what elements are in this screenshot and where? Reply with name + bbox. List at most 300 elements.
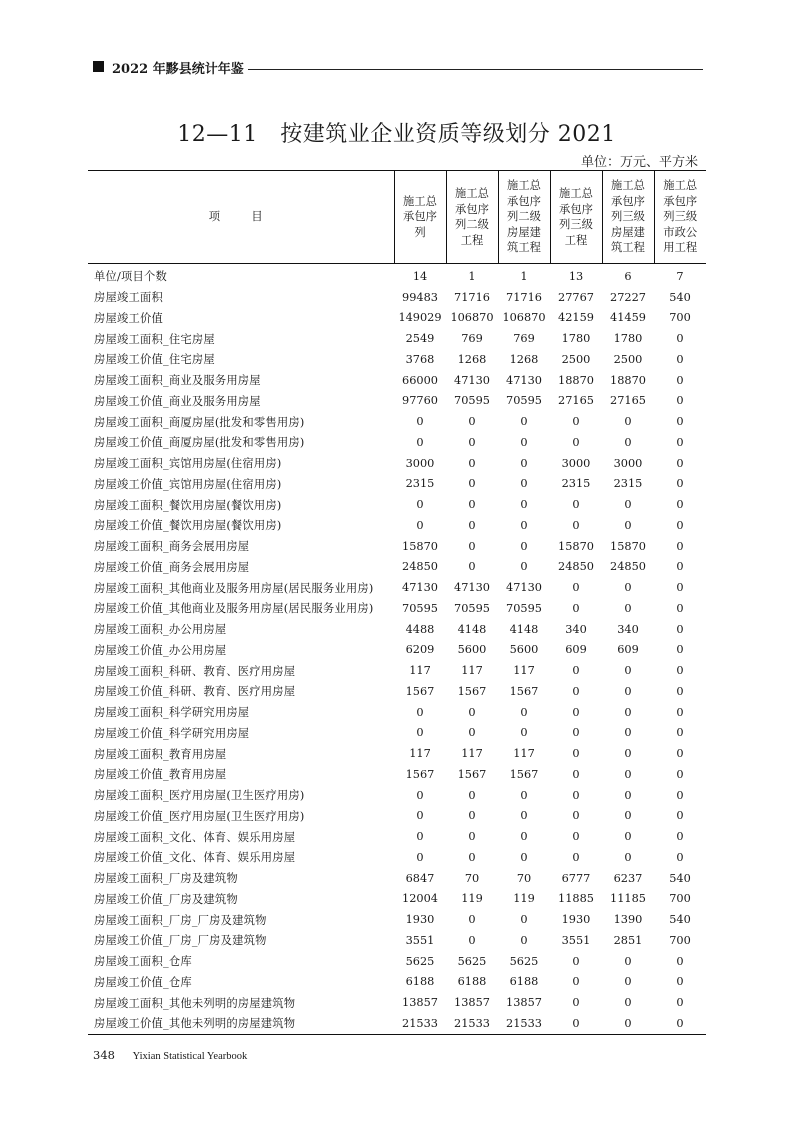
- row-label: 房屋竣工价值_文化、体育、娱乐用房屋: [94, 851, 296, 865]
- table-row: [88, 536, 706, 557]
- table-cell: 0: [520, 913, 528, 927]
- table-cell: 4148: [457, 622, 487, 636]
- table-cell: 70595: [454, 394, 490, 408]
- table-cell: 3000: [613, 456, 643, 470]
- column-header: [394, 171, 446, 264]
- table-cell: 1: [468, 269, 476, 283]
- table-row: [88, 743, 706, 764]
- row-label: 房屋竣工面积_商厦房屋(批发和零售用房): [94, 415, 305, 429]
- table-cell: 149029: [398, 311, 442, 325]
- table-cell: 0: [676, 332, 684, 346]
- table-cell: 0: [676, 664, 684, 678]
- table-cell: 27165: [558, 394, 594, 408]
- table-cell: 71716: [454, 290, 490, 304]
- table-cell: 119: [461, 892, 483, 906]
- row-label: 房屋竣工价值_厂房_厂房及建筑物: [94, 934, 267, 948]
- table-cell: 0: [572, 726, 580, 740]
- table-cell: 0: [572, 1016, 580, 1030]
- table-cell: 0: [624, 954, 632, 968]
- table-cell: 0: [468, 809, 476, 823]
- footer-text: Yixian Statistical Yearbook: [132, 1051, 248, 1062]
- table-cell: 1390: [613, 913, 643, 927]
- table-cell: 27165: [610, 394, 646, 408]
- table-cell: 0: [676, 767, 684, 781]
- row-label: 房屋竣工价值_科研、教育、医疗用房屋: [94, 685, 296, 699]
- table-cell: 0: [572, 581, 580, 595]
- table-row: [88, 992, 706, 1013]
- table-body: [88, 264, 706, 1035]
- table-cell: 13857: [506, 996, 542, 1010]
- row-label: 房屋竣工价值_仓库: [94, 975, 192, 989]
- table-cell: 0: [624, 498, 632, 512]
- table-cell: 0: [676, 581, 684, 595]
- table-cell: 0: [520, 809, 528, 823]
- table-cell: 70: [516, 871, 532, 885]
- table-cell: 0: [676, 622, 684, 636]
- table-cell: 0: [676, 684, 684, 698]
- table-cell: 540: [669, 871, 691, 885]
- table-cell: 21533: [506, 1016, 542, 1030]
- table-cell: 117: [409, 664, 431, 678]
- row-label: 房屋竣工价值_科学研究用房屋: [94, 726, 250, 740]
- table-cell: 70595: [402, 601, 438, 615]
- table-cell: 1567: [457, 767, 487, 781]
- table-cell: 609: [617, 643, 639, 657]
- table-cell: 0: [624, 684, 632, 698]
- table-cell: 0: [676, 352, 684, 366]
- column-header: [550, 171, 602, 264]
- table-cell: 117: [461, 747, 483, 761]
- table-cell: 0: [520, 456, 528, 470]
- running-header: [93, 58, 703, 76]
- table-cell: 24850: [610, 560, 646, 574]
- table-cell: 1567: [405, 767, 435, 781]
- table-cell: 3000: [561, 456, 591, 470]
- table-cell: 13: [568, 269, 584, 283]
- statistics-table: [88, 170, 706, 1035]
- table-cell: 5625: [457, 954, 487, 968]
- table-cell: 700: [669, 892, 691, 906]
- column-header: [446, 171, 498, 264]
- row-label: 房屋竣工价值_住宅房屋: [94, 353, 215, 367]
- column-header-text: 施工总承包序列二级工程: [455, 187, 489, 247]
- table-cell: 0: [416, 788, 424, 802]
- table-cell: 0: [676, 954, 684, 968]
- table-cell: 21533: [402, 1016, 438, 1030]
- page-number: 348: [93, 1048, 115, 1062]
- table-cell: 0: [520, 830, 528, 844]
- table-cell: 0: [520, 705, 528, 719]
- table-cell: 0: [624, 996, 632, 1010]
- table-cell: 42159: [558, 311, 594, 325]
- table-row: [88, 909, 706, 930]
- table-row: [88, 370, 706, 391]
- table-row: [88, 930, 706, 951]
- table-cell: 119: [513, 892, 535, 906]
- table-cell: 3000: [405, 456, 435, 470]
- table-cell: 0: [468, 415, 476, 429]
- table-cell: 0: [468, 850, 476, 864]
- row-label: 房屋竣工面积_厂房及建筑物: [94, 872, 238, 886]
- table-cell: 0: [572, 664, 580, 678]
- table-row: [88, 640, 706, 661]
- header-square-icon: [93, 61, 104, 72]
- table-row: [88, 474, 706, 495]
- table-cell: 106870: [450, 311, 494, 325]
- table-row: [88, 660, 706, 681]
- table-row: [88, 287, 706, 308]
- table-cell: 0: [572, 705, 580, 719]
- table-cell: 0: [416, 850, 424, 864]
- table-cell: 0: [416, 518, 424, 532]
- row-label: 房屋竣工价值_宾馆用房屋(住宿用房): [94, 477, 282, 491]
- table-cell: 47130: [506, 581, 542, 595]
- table-cell: 0: [468, 477, 476, 491]
- table-cell: 0: [624, 767, 632, 781]
- table-cell: 1780: [561, 332, 591, 346]
- table-row: [88, 619, 706, 640]
- table-cell: 0: [572, 498, 580, 512]
- table-row: [88, 264, 706, 287]
- column-header: [654, 171, 706, 264]
- table-cell: 97760: [402, 394, 438, 408]
- table-header-row: [88, 171, 706, 264]
- table-cell: 0: [520, 850, 528, 864]
- table-cell: 27767: [558, 290, 594, 304]
- table-cell: 0: [572, 788, 580, 802]
- table-cell: 6188: [509, 975, 539, 989]
- table-cell: 769: [513, 332, 535, 346]
- column-header-text: 施工总承包序列三级市政公用工程: [663, 179, 698, 255]
- row-label: 房屋竣工价值_餐饮用房屋(餐饮用房): [94, 519, 282, 533]
- table-cell: 609: [565, 643, 587, 657]
- table-cell: 0: [468, 933, 476, 947]
- table-row: [88, 847, 706, 868]
- table-cell: 0: [468, 726, 476, 740]
- table-cell: 0: [468, 705, 476, 719]
- table-cell: 0: [676, 435, 684, 449]
- table-cell: 5600: [509, 643, 539, 657]
- table-row: [88, 785, 706, 806]
- table-cell: 0: [676, 830, 684, 844]
- table-cell: 0: [572, 830, 580, 844]
- table-cell: 27227: [610, 290, 646, 304]
- table-cell: 0: [624, 850, 632, 864]
- table-cell: 47130: [402, 581, 438, 595]
- row-label: 房屋竣工面积_文化、体育、娱乐用房屋: [94, 830, 296, 844]
- table-cell: 0: [468, 435, 476, 449]
- table-cell: 0: [416, 415, 424, 429]
- table-cell: 0: [572, 975, 580, 989]
- table-cell: 0: [572, 435, 580, 449]
- table-cell: 21533: [454, 1016, 490, 1030]
- table-row: [88, 557, 706, 578]
- row-label: 房屋竣工价值_教育用房屋: [94, 768, 227, 782]
- column-header-item: 项 目: [88, 171, 394, 264]
- table-row: [88, 411, 706, 432]
- table-row: [88, 515, 706, 536]
- table-cell: 5600: [457, 643, 487, 657]
- column-header-text: 施工总承包序列三级工程: [559, 187, 593, 247]
- row-label: 房屋竣工面积_厂房_厂房及建筑物: [94, 913, 267, 927]
- row-label: 房屋竣工价值_医疗用房屋(卫生医疗用房): [94, 809, 305, 823]
- table-row: [88, 702, 706, 723]
- table-cell: 1930: [561, 913, 591, 927]
- table-cell: 0: [676, 456, 684, 470]
- row-label: 房屋竣工价值_商厦房屋(批发和零售用房): [94, 436, 305, 450]
- table-row: [88, 826, 706, 847]
- table-cell: 15870: [402, 539, 438, 553]
- table-cell: 0: [676, 726, 684, 740]
- table-row: [88, 577, 706, 598]
- table-cell: 0: [520, 477, 528, 491]
- table-cell: 5625: [509, 954, 539, 968]
- table-cell: 6847: [405, 871, 435, 885]
- table-cell: 0: [676, 394, 684, 408]
- table-cell: 0: [676, 373, 684, 387]
- row-label: 房屋竣工面积_教育用房屋: [94, 747, 227, 761]
- table-cell: 0: [572, 767, 580, 781]
- table-cell: 0: [468, 560, 476, 574]
- column-header-text: 施工总承包序列: [403, 194, 437, 239]
- table-cell: 540: [669, 913, 691, 927]
- table-row: [88, 681, 706, 702]
- table-cell: 0: [676, 809, 684, 823]
- row-label: 房屋竣工面积_办公用房屋: [94, 623, 227, 637]
- table-cell: 540: [669, 290, 691, 304]
- table-cell: 24850: [402, 560, 438, 574]
- table-cell: 7: [676, 269, 684, 283]
- table-cell: 2500: [561, 352, 591, 366]
- table-cell: 0: [624, 705, 632, 719]
- table-cell: 0: [676, 705, 684, 719]
- table-cell: 6: [624, 269, 632, 283]
- table-cell: 0: [676, 539, 684, 553]
- table-cell: 0: [676, 477, 684, 491]
- table-cell: 0: [572, 601, 580, 615]
- table-cell: 0: [416, 705, 424, 719]
- table-cell: 117: [513, 747, 535, 761]
- table-cell: 1780: [613, 332, 643, 346]
- row-label: 房屋竣工面积_科学研究用房屋: [94, 706, 250, 720]
- table-cell: 0: [572, 684, 580, 698]
- table-cell: 1268: [457, 352, 487, 366]
- table-row: [88, 453, 706, 474]
- table-cell: 66000: [402, 373, 438, 387]
- table-cell: 0: [572, 415, 580, 429]
- table-cell: 0: [676, 975, 684, 989]
- table-cell: 0: [624, 747, 632, 761]
- column-header: [602, 171, 654, 264]
- row-label: 房屋竣工面积_医疗用房屋(卫生医疗用房): [94, 789, 305, 803]
- page-footer: [93, 1048, 247, 1062]
- table-cell: 0: [520, 518, 528, 532]
- table-cell: 18870: [610, 373, 646, 387]
- table-cell: 70595: [506, 394, 542, 408]
- table-cell: 340: [617, 622, 639, 636]
- table-cell: 0: [416, 830, 424, 844]
- table-cell: 0: [572, 996, 580, 1010]
- row-label: 房屋竣工面积_商务会展用房屋: [94, 540, 250, 554]
- table-cell: 0: [520, 560, 528, 574]
- table-cell: 0: [624, 975, 632, 989]
- table-cell: 0: [624, 601, 632, 615]
- table-cell: 12004: [402, 892, 438, 906]
- row-label: 房屋竣工面积_仓库: [94, 955, 192, 969]
- table-cell: 71716: [506, 290, 542, 304]
- row-label: 房屋竣工面积_科研、教育、医疗用房屋: [94, 664, 296, 678]
- table-cell: 0: [624, 830, 632, 844]
- table-cell: 0: [676, 850, 684, 864]
- row-label: 单位/项目个数: [94, 270, 167, 284]
- table-cell: 47130: [454, 373, 490, 387]
- table-row: [88, 951, 706, 972]
- table-row: [88, 494, 706, 515]
- column-header-text: 施工总承包序列三级房屋建筑工程: [611, 179, 645, 255]
- table-cell: 1567: [457, 684, 487, 698]
- table-cell: 70595: [454, 601, 490, 615]
- row-label: 房屋竣工面积_住宅房屋: [94, 332, 215, 346]
- column-header-text: 施工总承包序列二级房屋建筑工程: [507, 179, 541, 255]
- table-cell: 0: [416, 726, 424, 740]
- table-cell: 47130: [454, 581, 490, 595]
- table-cell: 0: [624, 518, 632, 532]
- table-cell: 0: [676, 601, 684, 615]
- table-cell: 5625: [405, 954, 435, 968]
- table-cell: 0: [468, 539, 476, 553]
- table-cell: 2315: [561, 477, 591, 491]
- table-cell: 2549: [405, 332, 435, 346]
- table-cell: 0: [520, 435, 528, 449]
- table-row: [88, 391, 706, 412]
- table-cell: 2315: [613, 477, 643, 491]
- table-cell: 1268: [509, 352, 539, 366]
- table-cell: 0: [520, 498, 528, 512]
- table-row: [88, 868, 706, 889]
- table-cell: 0: [572, 954, 580, 968]
- table-cell: 769: [461, 332, 483, 346]
- table-cell: 0: [520, 415, 528, 429]
- table-cell: 117: [409, 747, 431, 761]
- table-cell: 0: [676, 996, 684, 1010]
- table-cell: 0: [416, 435, 424, 449]
- table-cell: 0: [676, 1016, 684, 1030]
- table-row: [88, 432, 706, 453]
- table-cell: 0: [572, 809, 580, 823]
- table-cell: 0: [468, 788, 476, 802]
- row-label: 房屋竣工面积_宾馆用房屋(住宿用房): [94, 457, 282, 471]
- row-label: 房屋竣工价值_商业及服务用房屋: [94, 394, 261, 408]
- table-cell: 13857: [454, 996, 490, 1010]
- row-label: 房屋竣工面积_其他未列明的房屋建筑物: [94, 996, 296, 1010]
- table-cell: 0: [624, 581, 632, 595]
- table-cell: 0: [624, 664, 632, 678]
- table-cell: 0: [468, 830, 476, 844]
- row-label: 房屋竣工面积: [94, 291, 163, 305]
- header-rule: [248, 69, 703, 70]
- table-cell: 0: [676, 788, 684, 802]
- table-cell: 0: [676, 643, 684, 657]
- table-cell: 15870: [610, 539, 646, 553]
- table-cell: 41459: [610, 311, 646, 325]
- row-label: 房屋竣工价值_办公用房屋: [94, 643, 227, 657]
- table-cell: 0: [676, 498, 684, 512]
- table-cell: 2851: [613, 933, 643, 947]
- table-cell: 1567: [509, 684, 539, 698]
- table-row: [88, 1013, 706, 1034]
- column-header: [498, 171, 550, 264]
- table-cell: 0: [520, 933, 528, 947]
- table-cell: 0: [624, 726, 632, 740]
- table-row: [88, 328, 706, 349]
- table-title: 12—11 按建筑业企业资质等级划分 2021: [177, 122, 616, 147]
- table-cell: 700: [669, 933, 691, 947]
- table-cell: 47130: [506, 373, 542, 387]
- table-cell: 0: [468, 518, 476, 532]
- table-cell: 0: [676, 747, 684, 761]
- table-cell: 0: [676, 518, 684, 532]
- table-row: [88, 308, 706, 329]
- table-cell: 0: [520, 788, 528, 802]
- table-row: [88, 806, 706, 827]
- table-cell: 0: [676, 415, 684, 429]
- table-cell: 0: [572, 518, 580, 532]
- unit-label: 单位：万元、平方米: [580, 155, 698, 170]
- table-cell: 6237: [613, 871, 643, 885]
- table-cell: 0: [520, 726, 528, 740]
- row-label: 房屋竣工价值_其他商业及服务用房屋(居民服务业用房): [94, 602, 374, 616]
- table-row: [88, 598, 706, 619]
- table-cell: 70595: [506, 601, 542, 615]
- table-row: [88, 972, 706, 993]
- table-row: [88, 764, 706, 785]
- table-cell: 3551: [405, 933, 435, 947]
- table-cell: 1930: [405, 913, 435, 927]
- table-cell: 3768: [405, 352, 435, 366]
- table-cell: 15870: [558, 539, 594, 553]
- table-cell: 0: [624, 788, 632, 802]
- table-cell: 6188: [457, 975, 487, 989]
- table-cell: 1: [520, 269, 528, 283]
- row-label: 房屋竣工价值_其他未列明的房屋建筑物: [94, 1017, 296, 1031]
- table-row: [88, 723, 706, 744]
- table-cell: 0: [624, 435, 632, 449]
- table-cell: 0: [624, 809, 632, 823]
- table-cell: 18870: [558, 373, 594, 387]
- row-label: 房屋竣工价值_厂房及建筑物: [94, 892, 238, 906]
- table-row: [88, 349, 706, 370]
- table-cell: 117: [513, 664, 535, 678]
- table-cell: 0: [572, 850, 580, 864]
- table-cell: 340: [565, 622, 587, 636]
- table-cell: 1567: [405, 684, 435, 698]
- table-cell: 70: [464, 871, 480, 885]
- row-label: 房屋竣工面积_餐饮用房屋(餐饮用房): [94, 498, 282, 512]
- table-cell: 6209: [405, 643, 435, 657]
- table-cell: 700: [669, 311, 691, 325]
- table-cell: 0: [676, 560, 684, 574]
- table-cell: 3551: [561, 933, 591, 947]
- row-label: 房屋竣工面积_商业及服务用房屋: [94, 374, 261, 388]
- table-cell: 4488: [405, 622, 435, 636]
- table-cell: 6188: [405, 975, 435, 989]
- table-cell: 11885: [558, 892, 594, 906]
- table-cell: 13857: [402, 996, 438, 1010]
- table-row: [88, 889, 706, 910]
- table-cell: 0: [416, 809, 424, 823]
- table-cell: 4148: [509, 622, 539, 636]
- table-cell: 106870: [502, 311, 546, 325]
